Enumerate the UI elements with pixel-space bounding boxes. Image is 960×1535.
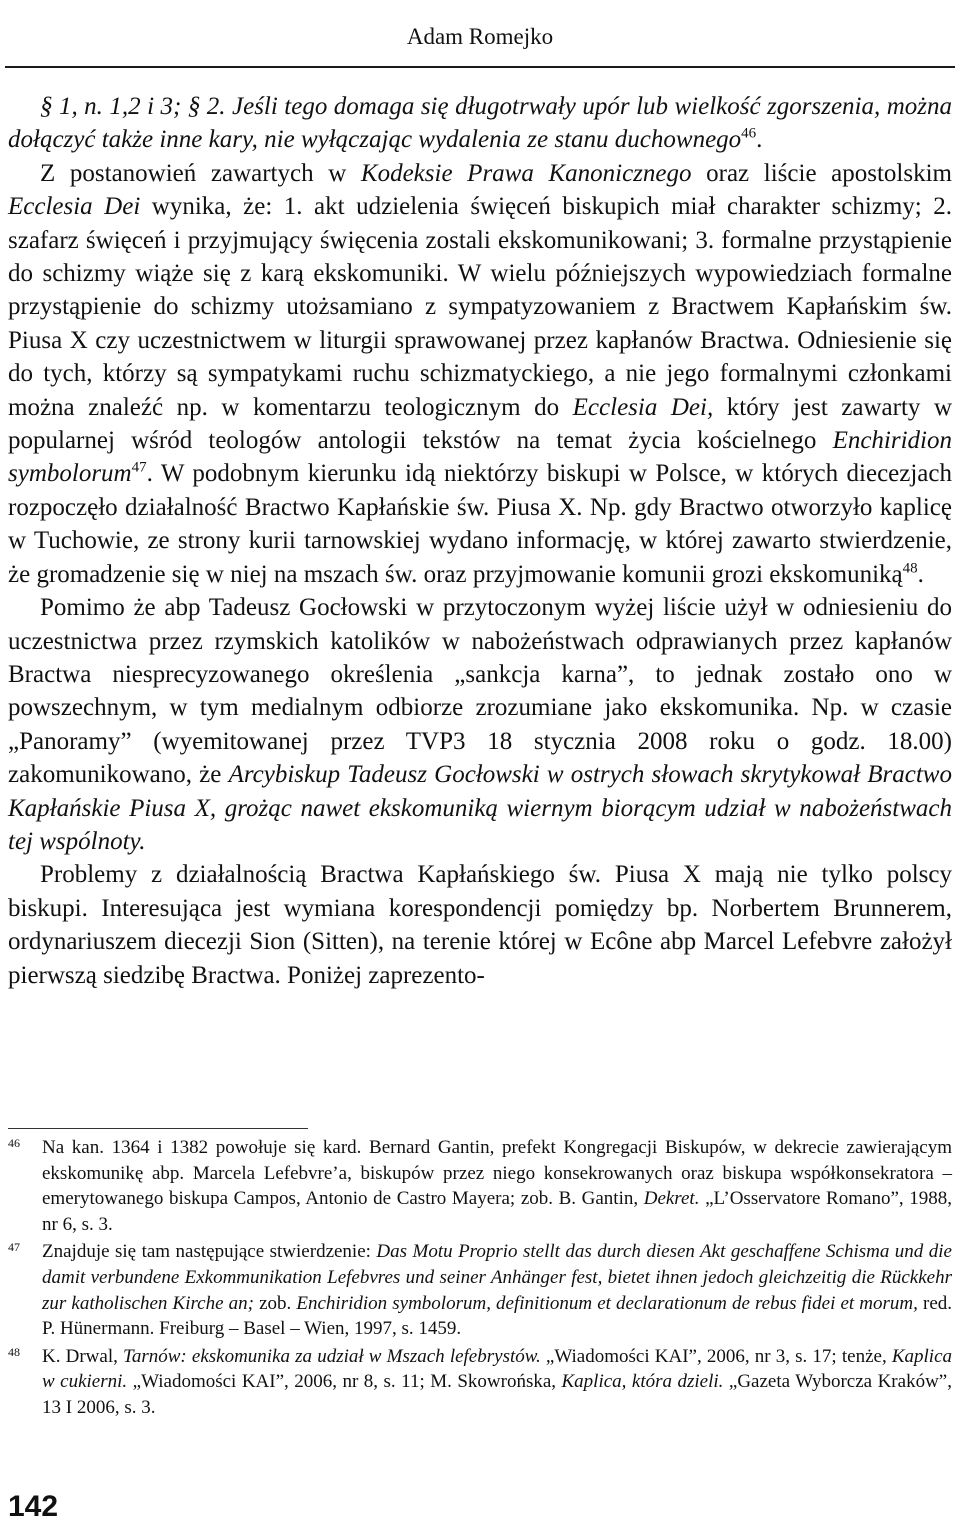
footnote-number: 47 [8, 1240, 20, 1255]
text-run: zob. [253, 1292, 297, 1314]
text-run: wynika, że: 1. akt udzielenia święceń biskupich miał charakter schizmy; 2. szafarz święceń i przyjmujący święcenia zostali ekskomunikowani; 3. formalne przystąpienie do schizmy wiąże się z karą ekskomuniki. W wielu późniejszych wypowiedziach formalne przystąpienie do schizmy utożsamiano z sympatyzowaniem z Bractwem Kapłańskim św. Piusa X czy uczestnictwem w liturgii sprawowanej przez kapłanów Bractwa. Odniesienie się do tych, którzy są sympatykami ruchu schizmatyckiego, a nie jego formalnymi członkami można znaleźć np. w komentarzu teologicznym do [8, 193, 953, 421]
italic-run: Das Motu Proprio stellt das durch diesen Akt geschaffene Schisma und die damit verbundene Exkommunikation Lefebvres und seiner Anhänger fest, bietet ihnen jedoch gleichzeitig die Rückkehr zur katholischen Kirche an; [42, 1241, 952, 1314]
text-run: „Gazeta Wyborcza Kraków”, 13 I 2006, s. 3. [42, 1371, 952, 1418]
footnote-ref-46: 46 [741, 126, 757, 143]
text-run: Pomimo że abp Tadeusz Gocłowski w przytoczonym wyżej liście użył w odniesieniu do uczestnictwa przez rzymskich katolików w nabożeństwach odprawianych przez kapłanów Bractwa niesprecyzowanego określenia „sankcja karna”, to jednak zostało ono w powszechnym, w tym medialnym odbiorze zrozumiane jako ekskomunika. Np. w czasie „Panoramy” (wyemitowanej przez TVP3 18 stycznia 2008 roku o godz. 18.00) zakomunikowano, że [8, 594, 952, 789]
paragraph-2 [8, 157, 952, 591]
italic-run: Kaplica w cukierni. [42, 1345, 953, 1393]
italic-quote: Arcybiskup Tadeusz Gocłowski w ostrych słowach skrytykował Bractwo Kapłańskie Piusa X, grożąc nawet ekskomuniką wiernym biorącym udział w nabożeństwach tej wspólnoty. [8, 761, 952, 855]
page-number: 142 [8, 1490, 59, 1523]
text-run: Z postanowień zawartych w [40, 159, 361, 187]
italic-run: Enchiridion symbolorum [8, 427, 952, 488]
text-run: „Wiadomości KAI”, 2006, nr 8, s. 11; M. Skowrońska, [127, 1371, 562, 1393]
header-rule [5, 66, 955, 68]
italic-run: Ecclesia Dei [8, 193, 141, 221]
italic-run: Kaplica, która dzieli. [561, 1371, 724, 1393]
italic-run: Tarnów: ekskomunika za udział w Mszach lefebrystów. [123, 1345, 541, 1367]
paragraph-4 [8, 858, 952, 992]
italic-run: Ecclesia Dei, [572, 393, 714, 421]
footnote-48 [8, 1344, 952, 1421]
text-run: Na kan. 1364 i 1382 powołuje się kard. Bernard Gantin, prefekt Kongregacji Biskupów, w dekrecie zawierającym ekskomunikę abp. Marcela Lefebvre’a, biskupów przez niego konsekrowanych oraz biskupa współkonsekratora – emerytowanego biskupa Campos, Antonio de Castro Mayera; zob. B. Gantin, [42, 1137, 952, 1210]
text-run: . [917, 560, 924, 588]
text-run: Problemy z działalnością Bractwa Kapłańskiego św. Piusa X mają nie tylko polscy biskupi. Interesująca jest wymiana korespondencji pomiędzy bp. Norbertem Brunnerem, ordynariuszem diecezji Sion (Sitten), na terenie której w Ecône abp Marcel Lefebvre założył pierwszą siedzibę Bractwa. Poniżej zaprezento- [8, 861, 952, 989]
footnote-46 [8, 1135, 952, 1237]
text-run: który jest zawarty w popularnej wśród teologów antologii tekstów na temat życia kościelnego [8, 393, 952, 455]
footnotes [8, 1135, 952, 1423]
italic-run: Dekret. [643, 1188, 700, 1210]
footnote-47 [8, 1239, 952, 1341]
text-run: „Wiadomości KAI”, 2006, nr 3, s. 17; tenże, [540, 1345, 892, 1367]
text-run: K. Drwal, [42, 1345, 124, 1367]
footnote-separator [8, 1128, 308, 1129]
canon-quote: § 1, n. 1,2 i 3; § 2. Jeśli tego domaga się długotrwały upór lub wielkość zgorszenia, można dołączyć także inne kary, nie wyłączając wydalenia ze stanu duchownego [8, 93, 952, 154]
text-run: oraz liście apostolskim [691, 159, 952, 187]
text-run: . W podobnym kierunku idą niektórzy biskupi w Polsce, w których diecezjach rozpoczęło działalność Bractwo Kapłańskie św. Piusa X. Np. gdy Bractwo otworzyło kaplicę w Tuchowie, ze strony kurii tarnowskiej wydano informację, w której zawarto stwierdzenie, że gromadzenie się w niej na mszach św. oraz przyjmowanie komunii grozi ekskomuniką [8, 460, 952, 588]
text-run: Znajduje się tam następujące stwierdzenie: [42, 1241, 377, 1263]
text-run: red. P. Hünermann. Freiburg – Basel – Wien, 1997, s. 1459. [42, 1292, 953, 1340]
footnote-number: 48 [8, 1344, 20, 1359]
text-run: „L’Osservatore Romano”, 1988, nr 6, s. 3. [42, 1188, 952, 1235]
footnote-ref-48: 48 [902, 560, 918, 577]
text-run: . [756, 126, 763, 154]
footnote-ref-47: 47 [131, 460, 147, 477]
footnote-number: 46 [8, 1136, 20, 1150]
paragraph-1 [8, 90, 952, 157]
italic-run: Enchiridion symbolorum, definitionum et declarationum de rebus fidei et morum, [296, 1292, 918, 1314]
paragraph-3 [8, 591, 952, 858]
running-header: Adam Romejko [406, 24, 554, 49]
main-text [8, 90, 952, 992]
italic-run: Kodeksie Prawa Kanonicznego [360, 159, 692, 187]
